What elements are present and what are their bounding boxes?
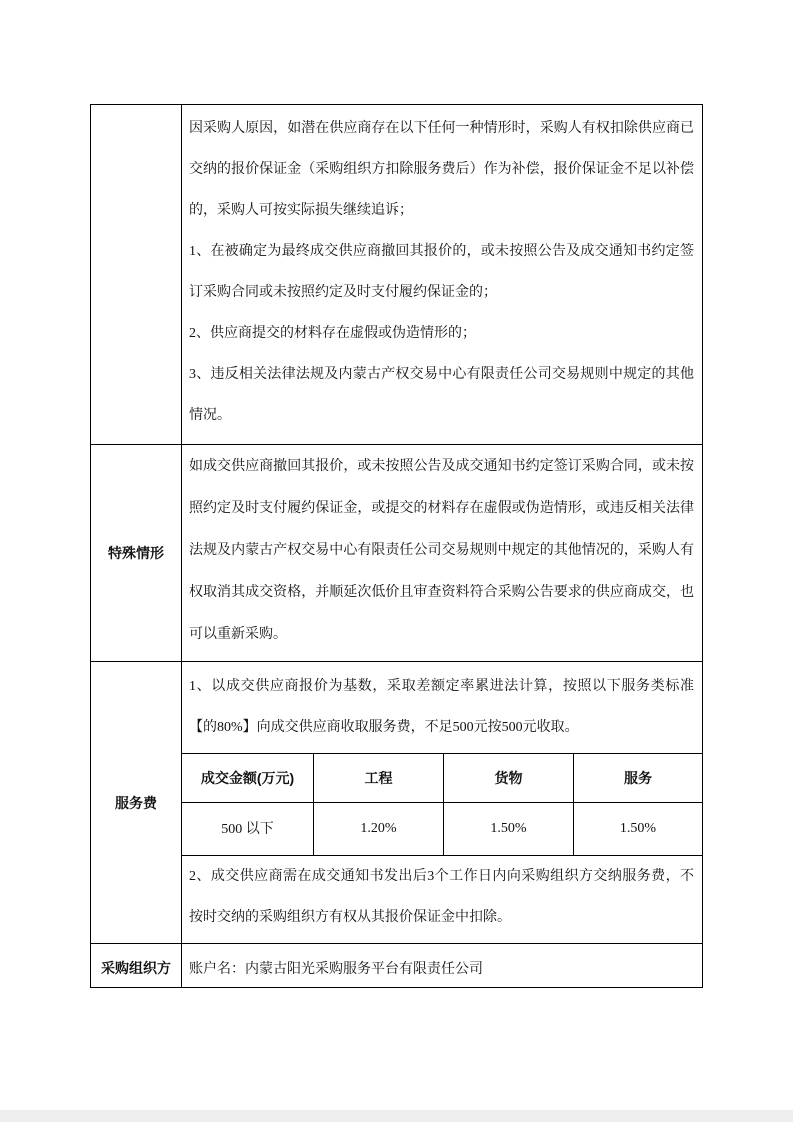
- service-fee-payment: [182, 856, 702, 938]
- page-bottom-strip: [0, 1110, 793, 1122]
- procurement-agency-row: [91, 944, 702, 987]
- service-fee-payment-line: 2、成交供应商需在成交通知书发出后3个工作日内向采购组织方交纳服务费，不: [189, 869, 694, 884]
- requirements-item-3-line: 情况。: [189, 408, 231, 423]
- header-transaction-amount: 成交金额(万元): [182, 754, 314, 802]
- requirements-item-2-line: 2、供应商提交的材料存在虚假或伪造情形的；: [189, 326, 476, 341]
- service-fee-payment-line: 按时交纳的采购组织方有权从其报价保证金中扣除。: [189, 910, 511, 925]
- terms-table: [90, 104, 703, 988]
- requirements-line: 的，采购人可按实际损失继续追诉；: [189, 203, 413, 218]
- requirements-item-1-line: 1、在被确定为最终成交供应商撤回其报价的，或未按照公告及成交通知书约定签: [189, 244, 694, 259]
- special-circumstances-line: 可以重新采购。: [189, 627, 287, 642]
- service-fee-intro-line: 【的80%】向成交供应商收取服务费，不足500元按500元收取。: [189, 720, 579, 735]
- service-fee-row: [91, 662, 702, 944]
- special-circumstances-label: 特殊情形: [91, 445, 182, 661]
- fee-rate-table: [182, 753, 702, 856]
- service-fee-intro: [182, 662, 702, 748]
- fee-rate-table-header: [182, 754, 702, 803]
- engineering-rate-cell: 1.20%: [314, 803, 444, 855]
- account-name-text: 账户名：内蒙古阳光采购服务平台有限责任公司: [189, 961, 483, 977]
- procurement-agency-label: 采购组织方: [91, 944, 182, 987]
- service-fee-label: 服务费: [91, 662, 182, 943]
- amount-range-cell: 500 以下: [182, 803, 314, 855]
- special-circumstances-row: [91, 445, 702, 662]
- special-circumstances-content: [182, 445, 702, 661]
- requirements-line: 因采购人原因，如潜在供应商存在以下任何一种情形时，采购人有权扣除供应商已: [189, 121, 694, 136]
- service-fee-intro-line: 1、以成交供应商报价为基数，采取差额定率累进法计算，按照以下服务类标准: [189, 679, 694, 694]
- header-goods: 货物: [444, 754, 574, 802]
- requirements-item-1-line: 订采购合同或未按照约定及时支付履约保证金的；: [189, 285, 497, 300]
- services-rate-cell: 1.50%: [619, 821, 657, 836]
- special-circumstances-line: 照约定及时支付履约保证金，或提交的材料存在虚假或伪造情形，或违反相关法律: [189, 501, 694, 516]
- header-engineering: 工程: [314, 754, 444, 802]
- requirements-content: [182, 105, 702, 444]
- procurement-agency-content: [182, 944, 702, 987]
- requirements-line: 交纳的报价保证金（采购组织方扣除服务费后）作为补偿，报价保证金不足以补偿: [189, 162, 694, 177]
- table-row: [182, 803, 702, 855]
- special-circumstances-line: 权取消其成交资格，并顺延次低价且审查资料符合采购公告要求的供应商成交，也: [189, 585, 694, 600]
- requirements-row: [91, 105, 702, 445]
- goods-rate-cell: 1.50%: [444, 803, 574, 855]
- service-fee-content: [182, 662, 702, 943]
- requirements-item-3-line: 3、违反相关法律法规及内蒙古产权交易中心有限责任公司交易规则中规定的其他: [189, 367, 694, 382]
- empty-label-cell: [91, 105, 182, 444]
- special-circumstances-line: 如成交供应商撤回其报价，或未按照公告及成交通知书约定签订采购合同，或未按: [189, 459, 694, 474]
- special-circumstances-line: 法规及内蒙古产权交易中心有限责任公司交易规则中规定的其他情况的，采购人有: [189, 543, 694, 558]
- header-services: 服务: [624, 770, 652, 786]
